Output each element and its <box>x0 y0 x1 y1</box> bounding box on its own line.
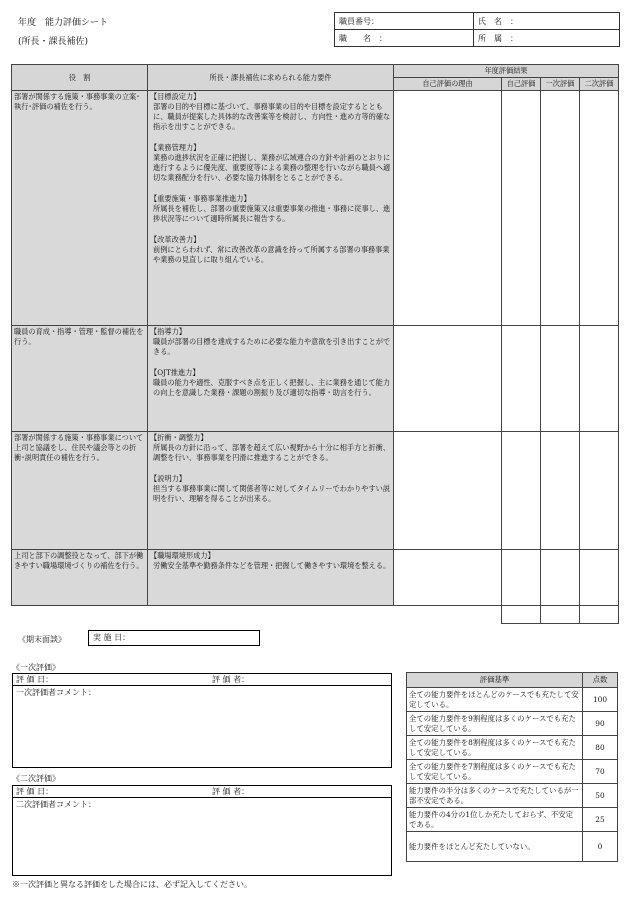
second-eval-date[interactable]: 評 価 日： <box>13 786 210 798</box>
total-second-cell[interactable] <box>580 606 619 624</box>
criteria-points: 100 <box>583 688 618 712</box>
criteria-header: 評価基準 <box>407 673 583 688</box>
role-cell: 職員の育成・指導・管理・監督の補佐を行う。 <box>12 326 148 432</box>
criteria-text: 能力要件の半分は多くのケースで充たしているが一部不安定である。 <box>407 784 583 808</box>
requirement-body: 担当する事務事業に関して関係者等に対してタイムリーでわかりやすい説明を行い、理解を得ることが出来る。 <box>153 484 391 503</box>
requirement-header: 所長・課長補佐に求められる能力要件 <box>148 65 394 91</box>
self-eval-cell[interactable] <box>502 326 541 432</box>
department-field[interactable]: 所 属 ： <box>474 30 620 47</box>
requirement-body: 職員が部署の目標を達成するために必要な能力や意欲を引き出すことができる。 <box>153 337 391 356</box>
criteria-points: 90 <box>583 712 618 736</box>
role-header: 役 割 <box>12 65 148 91</box>
second-eval-box <box>12 785 392 876</box>
requirement-cell <box>148 432 394 550</box>
requirement-body: 部署の目的や目標に基づいて、事務事業の目的や目標を設定するとともに、職員が提案した具体的な改善案等を検討し、方向性・進め方等的確な指示を出すことができる。 <box>153 102 391 131</box>
name-field[interactable]: 氏 名 ： <box>474 13 620 30</box>
requirement-heading: 【折衝・調整力】 <box>150 433 208 442</box>
first-eval-box <box>12 673 392 768</box>
requirement-heading: 【業務管理力】 <box>150 143 201 152</box>
criteria-text: 全ての能力要件を7割程度は多くのケースでも充たして安定している。 <box>407 760 583 784</box>
footnote: ※一次評価と異なる評価をした場合には、必ず記入してください。 <box>12 880 252 889</box>
role-cell: 部署が関係する施策・事務事業の立案･執行･評価の補佐を行う。 <box>12 91 148 326</box>
role-cell: 部署が関係する施策・事務事業について上司と協議をし、住民や議会等との折衝･説明責任の補佐を行う。 <box>12 432 148 550</box>
self-eval-header: 自己評価 <box>502 78 541 91</box>
second-eval-evaluator[interactable]: 評 価 者： <box>209 786 392 798</box>
requirement-body: 業務の進捗状況を正確に把握し、業務が広域連合の方針や計画のとおりに進行するように優先度、重要度等による業務の整理を行いながら職員へ適切な業務配分を行い、必要な協力体制をとることができる。 <box>153 153 391 182</box>
first-eval-section-label: 《一次評価》 <box>12 663 60 672</box>
points-header: 点数 <box>583 673 618 688</box>
second-eval-cell[interactable] <box>580 326 619 432</box>
criteria-text: 全ての能力要件を8割程度は多くのケースでも充たして安定している。 <box>407 736 583 760</box>
ability-evaluation-table <box>11 64 619 624</box>
total-self-cell[interactable] <box>502 606 541 624</box>
self-reason-cell[interactable] <box>394 326 502 432</box>
table-row <box>12 550 619 606</box>
staff-number-field[interactable]: 職員番号： <box>335 13 474 30</box>
second-eval-cell[interactable] <box>580 91 619 326</box>
criteria-points: 0 <box>583 832 618 862</box>
second-eval-cell[interactable] <box>580 432 619 550</box>
role-cell: 上司と部下の調整役となって、部下が働きやすい職場環境づくりの補佐を行う。 <box>12 550 148 606</box>
self-reason-cell[interactable] <box>394 91 502 326</box>
first-eval-header: 一次評価 <box>541 78 580 91</box>
requirement-cell <box>148 326 394 432</box>
first-eval-cell[interactable] <box>541 326 580 432</box>
criteria-text: 能力要件をほとんど充たしていない。 <box>407 832 583 862</box>
first-eval-cell[interactable] <box>541 432 580 550</box>
table-row <box>12 91 619 326</box>
criteria-points: 70 <box>583 760 618 784</box>
requirement-heading: 【改革改善力】 <box>150 235 201 244</box>
requirement-heading: 【職場環境形成力】 <box>150 551 215 560</box>
requirement-cell <box>148 91 394 326</box>
requirement-body: 労働安全基準や勤務条件などを管理・把握して働きやすい環境を整える。 <box>153 561 391 570</box>
criteria-points: 25 <box>583 808 618 832</box>
requirement-body: 職員の能力や適性、克服すべき点を正しく把握し、主に業務を通じて能力の向上を意識した業務・課題の割振り及び適切な指導・助言を行う。 <box>153 378 391 397</box>
results-header: 年度評価結果 <box>394 65 619 78</box>
requirement-heading: 【目標設定力】 <box>150 92 201 101</box>
self-eval-cell[interactable] <box>502 550 541 606</box>
self-eval-cell[interactable] <box>502 432 541 550</box>
interview-label: 《期末面談》 <box>18 635 66 644</box>
first-eval-date[interactable]: 評 価 日： <box>13 674 210 686</box>
total-first-cell[interactable] <box>541 606 580 624</box>
criteria-text: 全ての能力要件をほとんどのケースでも充たして安定している。 <box>407 688 583 712</box>
self-eval-cell[interactable] <box>502 91 541 326</box>
second-eval-comment[interactable]: 二次評価者コメント： <box>16 800 96 809</box>
first-eval-comment[interactable]: 一次評価者コメント： <box>16 688 96 697</box>
total-spacer <box>12 606 502 624</box>
requirement-heading: 【指導力】 <box>150 327 186 336</box>
requirement-heading: 【説明力】 <box>150 474 186 483</box>
criteria-points: 80 <box>583 736 618 760</box>
criteria-text: 能力要件の4分の1位しか充たしておらず、不安定である。 <box>407 808 583 832</box>
requirement-heading: 【OJT推進力】 <box>150 368 200 377</box>
criteria-text: 全ての能力要件を9割程度は多くのケースでも充たして安定している。 <box>407 712 583 736</box>
requirement-cell <box>148 550 394 606</box>
second-eval-header: 二次評価 <box>580 78 619 91</box>
requirement-body: 所属長の方針に沿って、部署を超えて広い視野から十分に相手方と折衝、調整を行い、事務事業を円滑に推進することができる。 <box>153 443 391 462</box>
self-reason-cell[interactable] <box>394 550 502 606</box>
criteria-points: 50 <box>583 784 618 808</box>
interview-date-field[interactable]: 実 施 日： <box>88 630 260 646</box>
staff-info-table <box>334 12 620 47</box>
first-eval-evaluator[interactable]: 評 価 者： <box>209 674 392 686</box>
total-row <box>12 606 619 624</box>
requirement-body: 前例にとらわれず、常に改善改革の意識を持って所属する部署の事務事業や業務の見直しに取り組んでいる。 <box>153 245 390 264</box>
self-reason-header: 自己評価の理由 <box>394 78 502 91</box>
second-eval-cell[interactable] <box>580 550 619 606</box>
sheet-subtitle: (所長・課長補佐) <box>18 37 89 47</box>
sheet-title: 年度 能力評価シート <box>18 18 109 28</box>
first-eval-cell[interactable] <box>541 550 580 606</box>
position-field[interactable]: 職 名 ： <box>335 30 474 47</box>
first-eval-cell[interactable] <box>541 91 580 326</box>
criteria-table <box>406 672 618 862</box>
second-eval-section-label: 《二次評価》 <box>12 774 60 783</box>
requirement-body: 所属長を補佐し、部署の重要施策又は重要事業の推進・事務に従事し、進捗状況等について適時所属長に報告する。 <box>153 204 391 223</box>
self-reason-cell[interactable] <box>394 432 502 550</box>
requirement-heading: 【重要施策・事務事業推進力】 <box>150 194 251 203</box>
table-row <box>12 432 619 550</box>
table-row <box>12 326 619 432</box>
